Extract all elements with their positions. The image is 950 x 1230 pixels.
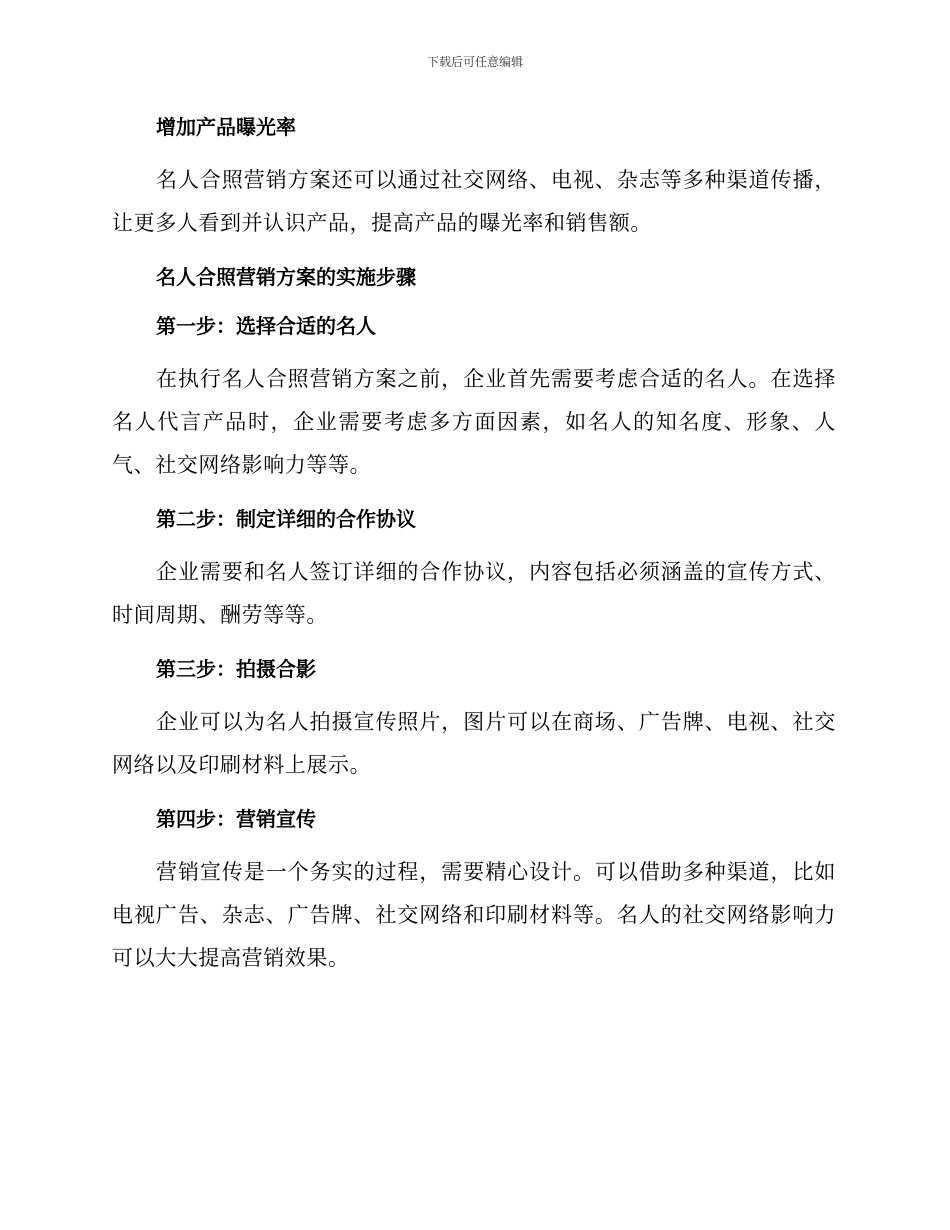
section-heading-step-3: 第三步：拍摄合影: [156, 657, 316, 681]
section-paragraph-step-1: 在执行名人合照营销方案之前，企业首先需要考虑合适的名人。在选择名人代言产品时，企业需要考虑多方面因素，如名人的知名度、形象、人气、社交网络影响力等等。: [112, 367, 836, 477]
section-heading-exposure: 增加产品曝光率: [156, 115, 296, 139]
page-header: 下载后可任意编辑: [426, 55, 523, 69]
section-paragraph-step-2: 企业需要和名人签订详细的合作协议，内容包括必须涵盖的宣传方式、时间周期、酬劳等等。: [112, 560, 836, 627]
section-paragraph-step-3: 企业可以为名人拍摄宣传照片，图片可以在商场、广告牌、电视、社交网络以及印刷材料上展示。: [112, 710, 836, 777]
section-paragraph-exposure: 名人合照营销方案还可以通过社交网络、电视、杂志等多种渠道传播，让更多人看到并认识产品，提高产品的曝光率和销售额。: [112, 168, 836, 235]
section-heading-steps: 名人合照营销方案的实施步骤: [156, 265, 416, 289]
section-paragraph-step-4: 营销宣传是一个务实的过程，需要精心设计。可以借助多种渠道，比如电视广告、杂志、广告牌、社交网络和印刷材料等。名人的社交网络影响力可以大大提高营销效果。: [112, 860, 836, 970]
section-heading-step-4: 第四步：营销宣传: [156, 807, 316, 831]
document-body: [112, 110, 836, 980]
section-heading-step-1: 第一步：选择合适的名人: [156, 314, 376, 338]
section-heading-step-2: 第二步：制定详细的合作协议: [156, 507, 416, 531]
